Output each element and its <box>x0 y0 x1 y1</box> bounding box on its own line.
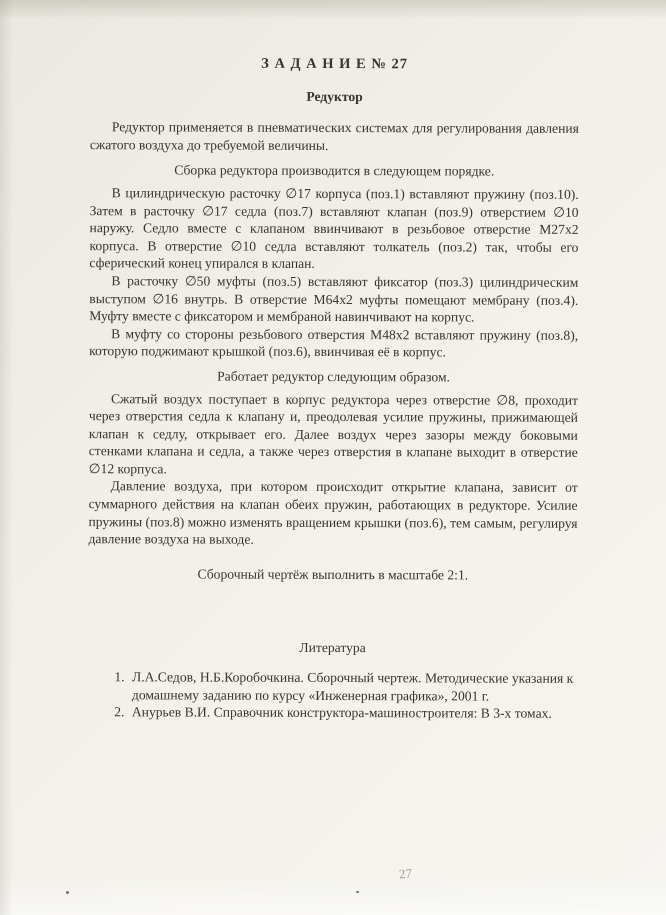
literature-item-1: 1. Л.А.Седов, Н.Б.Коробочкина. Сборочный чертеж. Методические указания к домашнему заданию по курсу «Инженерная графика», 2001 г. <box>128 668 577 705</box>
assembly-paragraph-1: В цилиндрическую расточку ∅17 корпуса (поз.1) вставляют пружину (поз.10). Затем в расточку ∅17 седла (поз.7) вставляют клапан (поз.9) отверстием ∅10 наружу. Седло вместе с клапаном ввинчивают в резьбовое отверстие М27х2 корпуса. В отверстие ∅10 седла вставляют толкатель (поз.2) так, чтобы его сферический конец упирался в клапан. <box>89 185 579 272</box>
scan-speck <box>66 891 69 894</box>
assembly-paragraph-3: В муфту со стороны резьбового отверстия М48х2 вставляют пружину (поз.8), которую поджимают крышкой (поз.6), ввинчивая её в корпус. <box>89 325 579 360</box>
document-heading: Редуктор <box>306 88 363 104</box>
operation-paragraph-1: Сжатый воздух поступает в корпус редуктора через отверстие ∅8, проходит через отверстия седла к клапану и, преодолевая усилие пружины, прижимающей клапан к седлу, открывает его. Далее воздух через зазоры между боковыми стенками клапана и седла, а также через отверстия в клапане выходит в отверстие ∅12 корпуса. <box>88 390 578 477</box>
page-number-mark: 27 <box>398 865 413 882</box>
assembly-paragraph-2: В расточку ∅50 муфты (поз.5) вставляют фиксатор (поз.3) цилиндрическим выступом ∅16 внутрь. В отверстие М64х2 муфты помещают мембрану (поз.4). Муфту вместе с фиксатором и мембраной навинчивают на корпус. <box>89 273 579 325</box>
scale-note: Сборочный чертёж выполнить в масштабе 2:1. <box>197 566 469 583</box>
literature-heading: Литература <box>299 640 366 656</box>
literature-item-2: 2. Анурьев В.И. Справочник конструктора-машиностроителя: В 3-х томах. <box>128 704 577 723</box>
scan-speck <box>356 891 359 893</box>
literature-list <box>88 668 577 722</box>
operation-paragraph-2: Давление воздуха, при котором происходит открытие клапана, зависит от суммарного действия на клапан обеих пружин, работающих в редукторе. Усилие пружины (поз.8) можно изменять вращением крышки (поз.6), тем самым, регулируя давление воздуха на выходе. <box>88 478 578 547</box>
operation-heading: Работает редуктор следующим образом. <box>217 368 450 385</box>
assembly-heading: Сборка редуктора производится в следующем порядке. <box>174 162 495 179</box>
intro-paragraph: Редуктор применяется в пневматических системах для регулирования давления сжатого воздуха до требуемой величины. <box>89 119 579 153</box>
document-content <box>88 55 579 723</box>
assignment-title: З А Д А Н И Е № 27 <box>261 55 409 73</box>
